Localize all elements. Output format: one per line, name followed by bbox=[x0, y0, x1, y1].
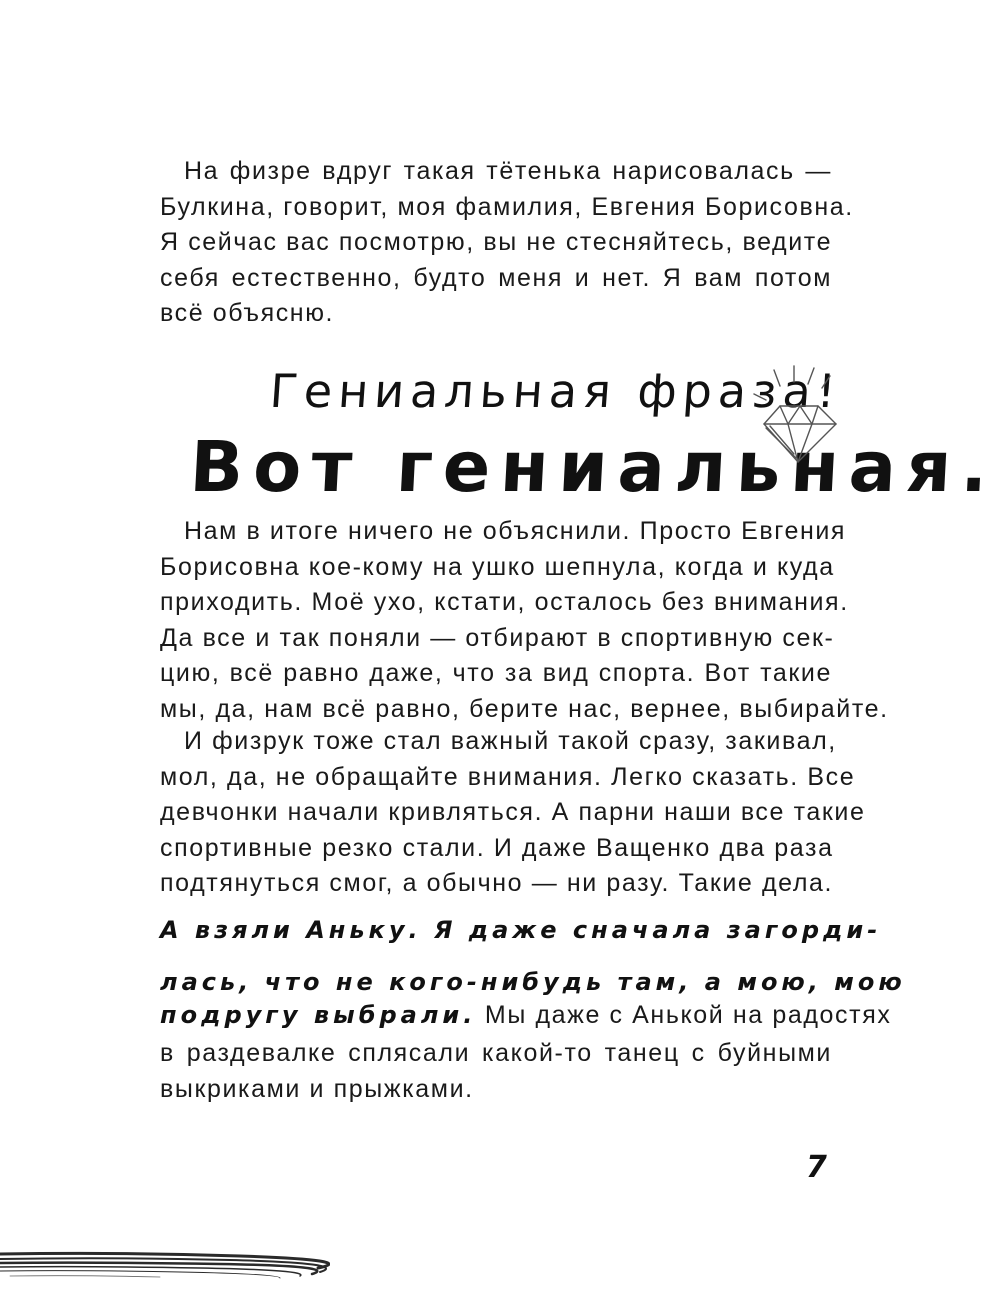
paragraph-line: мы, да, нам всё равно, берите нас, вернее, выбирайте. bbox=[160, 694, 889, 723]
paragraph-line: приходить. Моё ухо, кстати, осталось без внимания. bbox=[160, 588, 849, 616]
paragraph-line: спортивные резко стали. И даже Ващенко два раза bbox=[160, 833, 834, 862]
paragraph-line: Булкина, говорит, моя фамилия, Евгения Борисовна. bbox=[160, 192, 854, 221]
paragraph-line: подтянуться смог, а обычно — ни разу. Такие дела. bbox=[160, 869, 834, 897]
handwritten-headline-1: Гениальная фраза! bbox=[268, 364, 844, 418]
paragraph-line: мол, да, не обращайте внимания. Легко сказать. Все bbox=[160, 762, 856, 791]
paragraph-line: Нам в итоге ничего не объяснили. Просто Евгения bbox=[184, 517, 847, 545]
paragraph-line: в раздевалке сплясали какой-то танец с буйными bbox=[160, 1039, 832, 1067]
brush-stroke-decoration bbox=[0, 1232, 330, 1294]
paragraph-line: Да все и так поняли — отбирают в спортивную сек- bbox=[160, 623, 835, 652]
handwritten-headline-2: Вот гениальная. bbox=[187, 426, 1000, 508]
paragraph-3-end bbox=[160, 1036, 832, 1107]
paragraph-line: себя естественно, будто меня и нет. Я вам потом bbox=[160, 263, 832, 292]
handwritten-line: подругу выбрали. bbox=[160, 1001, 477, 1029]
paragraph-line: всё объясню. bbox=[160, 299, 335, 327]
paragraph-1 bbox=[160, 154, 854, 332]
paragraph-line: И физрук тоже стал важный такой сразу, закивал, bbox=[184, 727, 837, 755]
paragraph-line: Борисовна кое-кому на ушко шепнула, когда и куда bbox=[160, 552, 835, 581]
paragraph-line: Я сейчас вас посмотрю, вы не стесняйтесь, ведите bbox=[160, 228, 833, 256]
paragraph-2 bbox=[160, 514, 889, 727]
diamond-icon bbox=[750, 362, 850, 472]
handwritten-passage bbox=[160, 904, 906, 1008]
handwritten-line: А взяли Аньку. Я даже сначала загорди- bbox=[160, 916, 882, 944]
mixed-line bbox=[160, 998, 892, 1034]
paragraph-line: девчонки начали кривляться. А парни наши все такие bbox=[160, 798, 866, 826]
paragraph-line: выкриками и прыжками. bbox=[160, 1074, 474, 1103]
paragraph-line: цию, всё равно даже, что за вид спорта. Вот такие bbox=[160, 659, 832, 687]
page-number: 7 bbox=[806, 1150, 827, 1185]
paragraph-3 bbox=[160, 724, 866, 902]
paragraph-line: Мы даже с Анькой на радостях bbox=[484, 1001, 892, 1029]
paragraph-line: На физре вдруг такая тётенька нарисовалась — bbox=[184, 157, 832, 185]
handwritten-line: лась, что не кого-нибудь там, а мою, мою bbox=[160, 968, 906, 996]
